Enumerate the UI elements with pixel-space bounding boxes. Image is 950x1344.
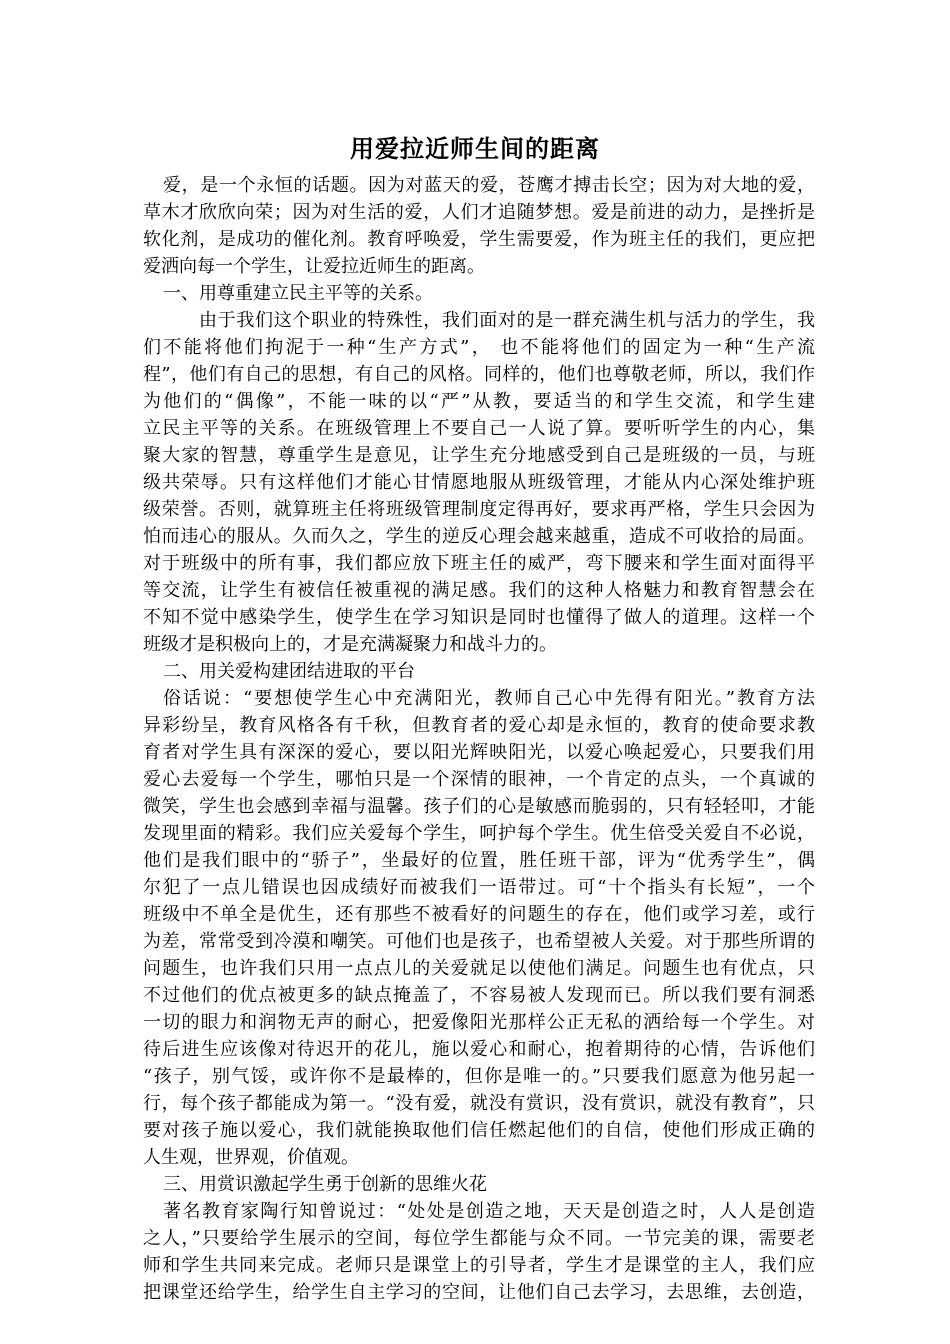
paragraph-line: 程”，他们有自己的思想，有自己的风格。同样的，他们也尊敬老师，所以，我们作 — [143, 364, 815, 385]
paragraph-line: 立民主平等的关系。在班级管理上不要自己一人说了算。要听听学生的内心，集 — [143, 418, 815, 439]
paragraph-line: 待后进生应该像对待迟开的花儿，施以爱心和耐心，抱着期待的心情，告诉他们 — [143, 1039, 815, 1060]
paragraph-line: 著名教育家陶行知曾说过：“处处是创造之地，天天是创造之时，人人是创造 — [163, 1201, 815, 1222]
paragraph-line: “孩子，别气馁，或许你不是最棒的，但你是唯一的。”只要我们愿意为他另起一 — [143, 1066, 815, 1087]
paragraph-line: 班级中不单全是优生，还有那些不被看好的问题生的存在，他们或学习差，或行 — [143, 904, 815, 925]
paragraph-line: 草木才欣欣向荣；因为对生活的爱，人们才追随梦想。爱是前进的动力，是挫折是 — [143, 202, 815, 223]
paragraph-line: 为差，常常受到冷漠和嘲笑。可他们也是孩子，也希望被人关爱。对于那些所谓的 — [143, 931, 815, 952]
paragraph-line: 聚大家的智慧，尊重学生是意见，让学生充分地感受到自己是班级的一员，与班 — [143, 445, 815, 466]
paragraph-line: 爱心去爱每一个学生，哪怕只是一个深情的眼神，一个肯定的点头，一个真诚的 — [143, 769, 815, 790]
paragraph-line: 他们是我们眼中的“骄子”，坐最好的位置，胜任班干部，评为“优秀学生”，偶 — [143, 850, 815, 871]
section-heading: 一、用尊重建立民主平等的关系。 — [163, 283, 433, 304]
section-heading: 二、用关爱构建团结进取的平台 — [163, 661, 415, 682]
paragraph-line: 不过他们的优点被更多的缺点掩盖了，不容易被人发现而已。所以我们要有洞悉 — [143, 985, 815, 1006]
paragraph-line: 一切的眼力和润物无声的耐心，把爱像阳光那样公正无私的洒给每一个学生。对 — [143, 1012, 815, 1033]
document-title: 用爱拉近师生间的距离 — [350, 135, 600, 163]
paragraph-line: 异彩纷呈，教育风格各有千秋，但教育者的爱心却是永恒的，教育的使命要求教 — [143, 715, 815, 736]
paragraph-line: 发现里面的精彩。我们应关爱每个学生，呵护每个学生。优生倍受关爱自不必说， — [143, 823, 815, 844]
paragraph-line: 之人，”只要给学生展示的空间，每位学生都能与众不同。一节完美的课，需要老 — [143, 1228, 815, 1249]
paragraph-line: 要对孩子施以爱心，我们就能换取他们信任燃起他们的自信，使他们形成正确的 — [143, 1120, 815, 1141]
paragraph-line: 人生观，世界观，价值观。 — [143, 1147, 359, 1168]
paragraph-line: 级荣誉。否则，就算班主任将班级管理制度定得再好，要求再严格，学生只会因为 — [143, 499, 815, 520]
paragraph-line: 尔犯了一点儿错误也因成绩好而被我们一语带过。可“十个指头有长短”，一个 — [143, 877, 815, 898]
paragraph-line: 不知不觉中感染学生，使学生在学习知识是同时也懂得了做人的道理。这样一个 — [143, 607, 815, 628]
paragraph-line: 俗话说：“要想使学生心中充满阳光，教师自己心中先得有阳光。”教育方法 — [163, 688, 815, 709]
paragraph-line: 爱，是一个永恒的话题。因为对蓝天的爱，苍鹰才搏击长空；因为对大地的爱， — [163, 175, 815, 196]
paragraph-line: 行，每个孩子都能成为第一。“没有爱，就没有赏识，没有赏识，就没有教育”，只 — [143, 1093, 815, 1114]
paragraph-line: 师和学生共同来完成。老师只是课堂上的引导者，学生才是课堂的主人，我们应 — [143, 1255, 815, 1276]
paragraph-line: 微笑，学生也会感到幸福与温馨。孩子们的心是敏感而脆弱的，只有轻轻叩，才能 — [143, 796, 815, 817]
paragraph-line: 等交流，让学生有被信任被重视的满足感。我们的这种人格魅力和教育智慧会在 — [143, 580, 815, 601]
document-body — [143, 172, 815, 1306]
paragraph-line: 对于班级中的所有事，我们都应放下班主任的威严，弯下腰来和学生面对面得平 — [143, 553, 815, 574]
paragraph-line: 班级才是积极向上的，才是充满凝聚力和战斗力的。 — [143, 634, 557, 655]
paragraph-line: 育者对学生具有深深的爱心，要以阳光辉映阳光，以爱心唤起爱心，只要我们用 — [143, 742, 815, 763]
paragraph-line: 怕而违心的服从。久而久之，学生的逆反心理会越来越重，造成不可收拾的局面。 — [143, 526, 815, 547]
paragraph-line: 们不能将他们拘泥于一种“生产方式”， 也不能将他们的固定为一种“生产流 — [143, 337, 815, 358]
paragraph-line: 爱洒向每一个学生，让爱拉近师生的距离。 — [143, 256, 485, 277]
paragraph-line: 问题生，也许我们只用一点点儿的关爱就足以使他们满足。问题生也有优点，只 — [143, 958, 815, 979]
paragraph-line: 级共荣辱。只有这样他们才能心甘情愿地服从班级管理，才能从内心深处维护班 — [143, 472, 815, 493]
paragraph-line: 由于我们这个职业的特殊性，我们面对的是一群充满生机与活力的学生，我 — [199, 310, 815, 331]
paragraph-line: 把课堂还给学生，给学生自主学习的空间，让他们自己去学习，去思维，去创造， — [143, 1282, 815, 1303]
paragraph-line: 为他们的“偶像”，不能一味的以“严”从教，要适当的和学生交流，和学生建 — [143, 391, 815, 412]
section-heading: 三、用赏识激起学生勇于创新的思维火花 — [163, 1174, 487, 1195]
paragraph-line: 软化剂，是成功的催化剂。教育呼唤爱，学生需要爱，作为班主任的我们，更应把 — [143, 229, 815, 250]
